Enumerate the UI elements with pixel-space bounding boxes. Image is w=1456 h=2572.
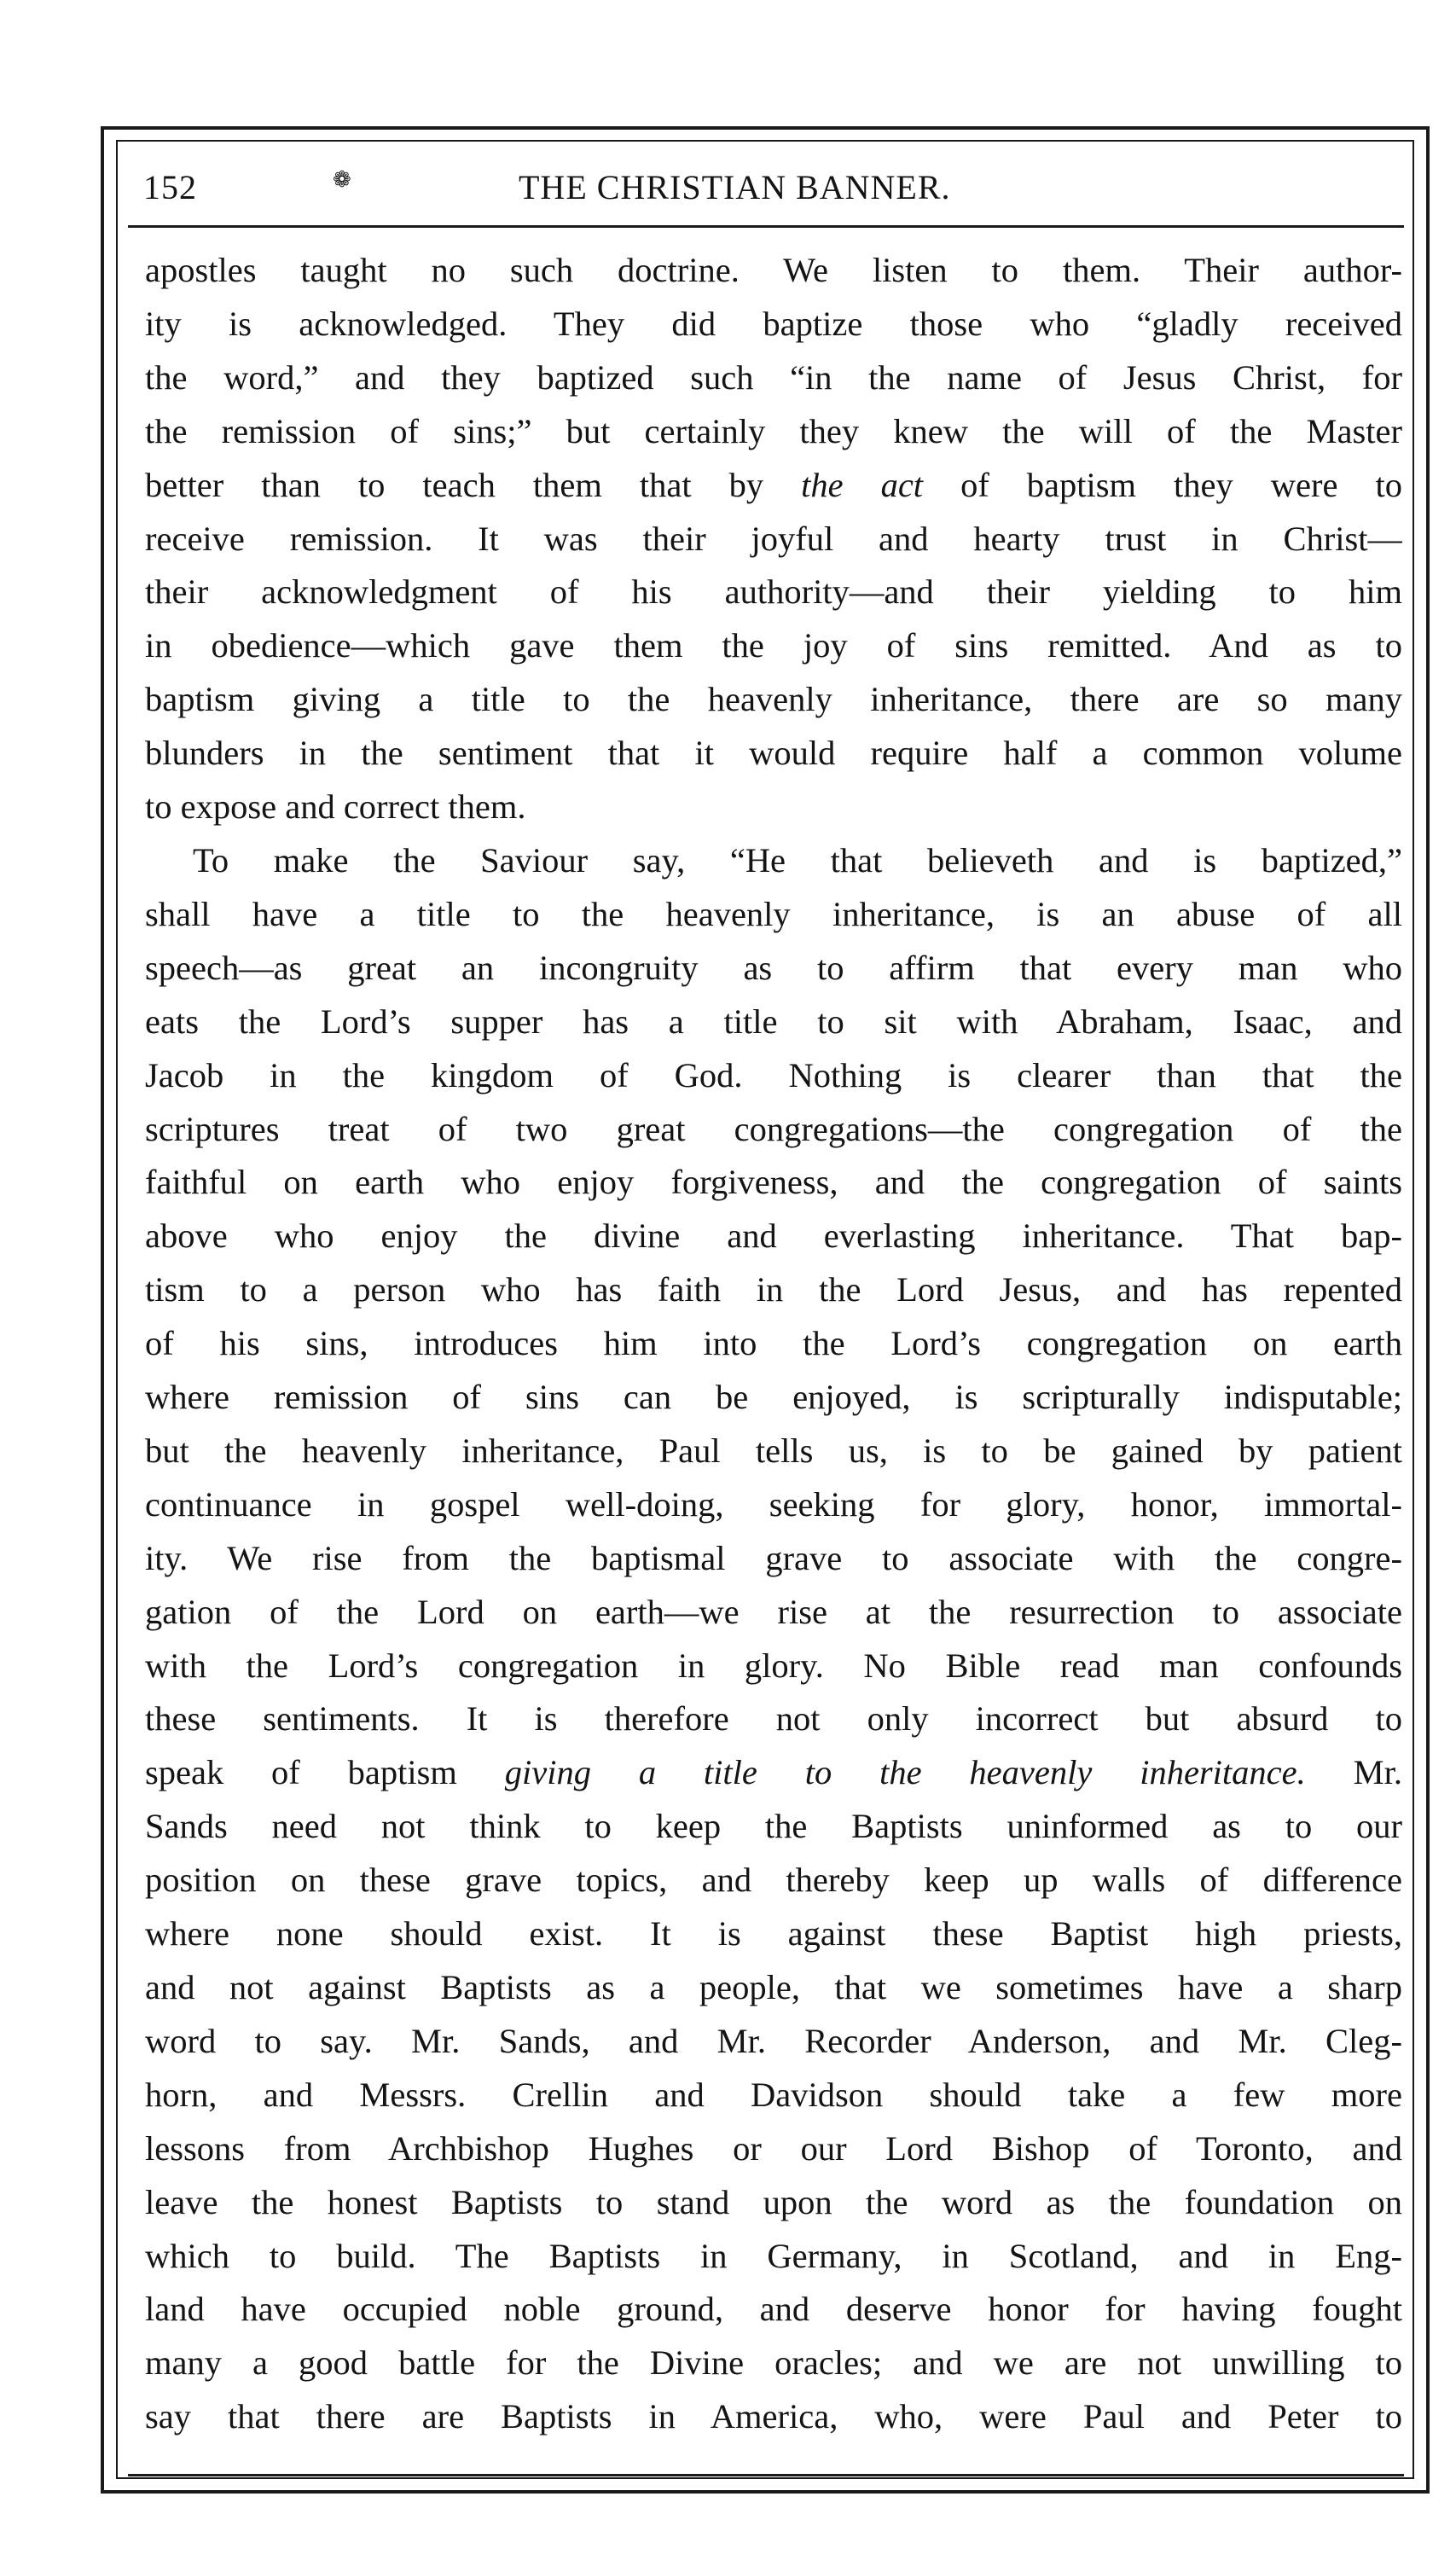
text-line: and not against Baptists as a people, that we sometimes have a sharp (145, 1968, 1402, 2006)
text-line: To make the Saviour say, “He that believeth and is baptized,” (193, 840, 1402, 880)
text-line: blunders in the sentiment that it would require half a common volume (145, 734, 1402, 773)
text-line: the remission of sins;” but certainly they knew the will of the Master (145, 411, 1402, 450)
text-line: word to say. Mr. Sands, and Mr. Recorder Anderson, and Mr. Cleg- (145, 2021, 1402, 2060)
text-line: the word,” and they baptized such “in the name of Jesus Christ, for (145, 357, 1402, 397)
text-line: say that there are Baptists in America, who, were Paul and Peter to (145, 2397, 1402, 2436)
text-line: many a good battle for the Divine oracles; and we are not unwilling to (145, 2343, 1402, 2383)
text-line: position on these grave topics, and thereby keep up walls of difference (145, 1861, 1402, 1900)
text-line: ity is acknowledged. They did baptize those who “gladly received (145, 304, 1402, 343)
header-rule (128, 225, 1404, 228)
text-line: eats the Lord’s supper has a title to sit with Abraham, Isaac, and (145, 1002, 1402, 1041)
text-line: with the Lord’s congregation in glory. No Bible read man confounds (145, 1646, 1402, 1685)
line-segment: Mr. (1305, 1753, 1402, 1792)
text-line: speech—as great an incongruity as to affirm that every man who (145, 948, 1402, 987)
text-line: in obedience—which gave them the joy of sins remitted. And as to (145, 626, 1402, 665)
text-line (145, 1746, 1402, 1800)
text-line: but the heavenly inheritance, Paul tells us, is to be gained by patient (145, 1431, 1402, 1470)
text-line: ity. We rise from the baptismal grave to associate with the congre- (145, 1538, 1402, 1577)
text-line: lessons from Archbishop Hughes or our Lord Bishop of Toronto, and (145, 2128, 1402, 2168)
text-line: receive remission. It was their joyful and hearty trust in Christ— (145, 519, 1402, 558)
text-line: leave the honest Baptists to stand upon the word as the foundation on (145, 2182, 1402, 2221)
text-line: horn, and Messrs. Crellin and Davidson should take a few more (145, 2075, 1402, 2114)
italic-phrase: the act (801, 465, 924, 504)
page-number: 152 (143, 168, 197, 206)
text-line: land have occupied noble ground, and deserve honor for having fought (145, 2290, 1402, 2329)
bottom-rule (128, 2474, 1404, 2476)
text-line: baptism giving a title to the heavenly inheritance, there are so many (145, 680, 1402, 719)
running-header (143, 167, 1397, 220)
italic-phrase: giving a title to the heavenly inheritance. (504, 1753, 1306, 1792)
text-line: where none should exist. It is against these Baptist high priests, (145, 1914, 1402, 1954)
text-line: gation of the Lord on earth—we rise at the resurrection to associate (145, 1592, 1402, 1631)
line-segment: better than to teach them that by (145, 465, 802, 504)
text-line: where remission of sins can be enjoyed, is scripturally indisputable; (145, 1378, 1402, 1417)
text-line (145, 459, 1402, 513)
text-line: continuance in gospel well-doing, seeking for glory, honor, immortal- (145, 1484, 1402, 1524)
text-line: faithful on earth who enjoy forgiveness, and the congregation of saints (145, 1163, 1402, 1202)
running-title: THE CHRISTIAN BANNER. (519, 168, 951, 206)
text-line: apostles taught no such doctrine. We listen to them. Their author- (145, 251, 1402, 289)
line-segment: of baptism they were to (923, 465, 1402, 504)
text-line: which to build. The Baptists in Germany, in Scotland, and in Eng- (145, 2236, 1402, 2275)
text-line: shall have a title to the heavenly inheritance, is an abuse of all (145, 894, 1402, 933)
text-line: above who enjoy the divine and everlasting inheritance. That bap- (145, 1216, 1402, 1256)
text-line: tism to a person who has faith in the Lord Jesus, and has repented (145, 1270, 1402, 1309)
text-line: to expose and correct them. (145, 787, 526, 827)
text-line: scriptures treat of two great congregations—the congregation of the (145, 1109, 1402, 1148)
text-line: of his sins, introduces him into the Lord’s congregation on earth (145, 1324, 1402, 1363)
article-body (145, 244, 1402, 2444)
ornament-icon: ❁ (333, 167, 352, 192)
text-line: Jacob in the kingdom of God. Nothing is clearer than that the (145, 1055, 1402, 1094)
text-line: these sentiments. It is therefore not only incorrect but absurd to (145, 1699, 1402, 1739)
line-segment: speak of baptism (145, 1753, 505, 1792)
text-line: their acknowledgment of his authority—and their yielding to him (145, 572, 1402, 612)
text-line: Sands need not think to keep the Baptists uninformed as to our (145, 1807, 1402, 1846)
